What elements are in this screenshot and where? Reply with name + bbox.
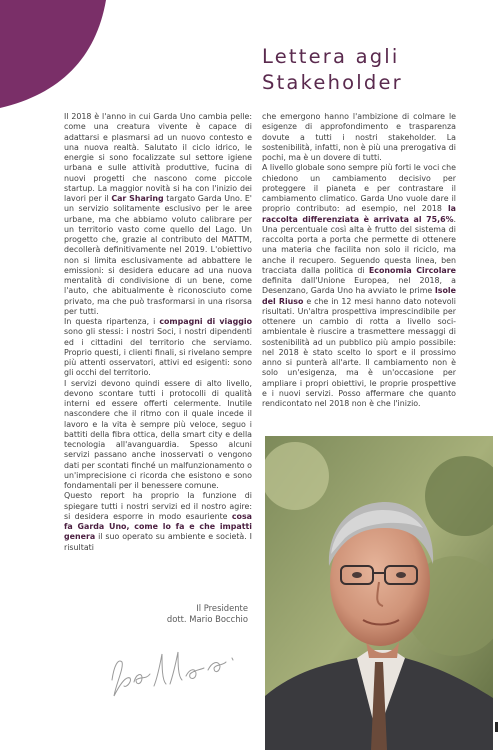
signoff-name: dott. Mario Bocchio — [166, 614, 248, 624]
raccolta-highlight: la raccolta differenziata è arrivata al 75,6% — [262, 204, 456, 224]
page-edge-mark — [495, 722, 498, 732]
page-title — [262, 44, 492, 96]
compagni-highlight: compagni di viaggio — [159, 317, 252, 326]
title-line-1: Lettera agli — [262, 45, 400, 68]
paragraph: Il 2018 è l'anno in cui Garda Uno cambia pelle: come una creatura vivente è capace di adattarsi e plasmarsi ad un nuovo contesto e una nuova realtà. Salutato il ciclo idrico, le energie si sono focalizzate sul settore igiene urbana e sulle attività produttive, fucina di nuovi progetti che nascono come piccole startup. La maggior novità si ha con l'inizio dei lavori per il Car Sharing targato Garda Uno. E' un servizio solitamente esclusivo per le aree urbane, ma che abbiamo voluto calibrare per un territorio vasto come quello del Lago. Un progetto che, grazie al contributo del MATTM, decollerà definitivamente nel 2019. L'obiettivo non si limita esclusivamente ad abbattere le emissioni: si desidera educare ad una nuova mentalità di condivisione di un bene, come l'auto, che abitualmente è riconosciuto come privato, ma che può trasformarsi in una risorsa per tutti. — [64, 112, 252, 316]
letter-left-column — [64, 112, 252, 553]
paragraph: che emergono hanno l'ambizione di colmare le esigenze di approfondimento e trasparenza dovute a tutti i nostri stakeholder. La sostenibilità, infatti, non è più una prerogativa di pochi, ma è un dovere di tutti. — [262, 112, 456, 162]
paragraph: In questa ripartenza, i compagni di viaggio sono gli stessi: i nostri Soci, i nostri dipendenti ed i cittadini del territorio che serviamo. Proprio questi, i clienti finali, si rivelano sempre più attenti osservatori, attivi ed esigenti: sono gli occhi del territorio. — [64, 317, 252, 378]
handwritten-signature — [104, 640, 254, 702]
title-line-2: Stakeholder — [262, 71, 403, 94]
paragraph: Questo report ha proprio la funzione di spiegare tutti i nostri servizi ed il nostro agire: si desidera esporre in modo esauriente cosa fa Garda Uno, come lo fa e che impatti genera il suo operato su ambiente e società. I risultati — [64, 491, 252, 552]
signoff-role: Il Presidente — [196, 603, 248, 613]
president-portrait-photo — [265, 436, 493, 750]
isole-riuso-highlight: Isole del Riuso — [262, 286, 456, 306]
car-sharing-highlight: Car Sharing — [111, 194, 164, 203]
paragraph: A livello globale sono sempre più forti le voci che chiedono un cambiamento decisivo per proteggere il pianeta e per contrastare il cambiamento climatico. Garda Uno vuole dare il proprio contributo: ad esempio, nel 2018 la raccolta differenziata è arrivata al 75,6%. Una percentuale così alta è frutto del sistema di raccolta porta a porta che permette di ottenere una materia che facilita non solo il riciclo, ma anche il recupero. Seguendo questa linea, ben tracciata dalla politica di Economia Circolare definita dall'Unione Europea, nel 2018, a Desenzano, Garda Uno ha avviato le prime Isole del Riuso e che in 12 mesi hanno dato notevoli risultati. Un'altra prospettiva imprescindibile per ottenere un cambio di rotta a livello soci-ambientale è riuscire a trasmettere messaggi di sostenibilità ad un pubblico più ampio possibile: nel 2018 è stato scelto lo sport e il prossimo anno si punterà all'arte. Il cambiamento non è solo un'esigenza, ma è un'occasione per ampliare i propri obiettivi, le proprie prospettive e i nuovi servizi. Posso affermare che quanto rendicontato nel 2018 non è che l'inizio. — [262, 163, 456, 408]
signoff — [167, 603, 248, 625]
letter-right-column — [262, 112, 456, 409]
economia-circolare-highlight: Economia Circolare — [368, 265, 456, 275]
paragraph: I servizi devono quindi essere di alto livello, devono scontare tutti i protocolli di qualità interni ed essere offerti celermente. Inutile nascondere che il ritmo con il quale incede il lavoro e la vita è sempre più veloce, seguo i battiti della fibra ottica, della smart city e della tecnologia all'avanguardia. Spesso alcuni servizi passano anche inosservati o vengono dati per scontati finché un malfunzionamento o un'imprecisione ci ricorda che esistono e sono fondamentali per il benessere comune. — [64, 378, 252, 490]
corner-accent-shape — [0, 0, 112, 108]
cosa-fa-highlight: cosa fa Garda Uno, come lo fa e che impatti genera — [64, 511, 252, 542]
